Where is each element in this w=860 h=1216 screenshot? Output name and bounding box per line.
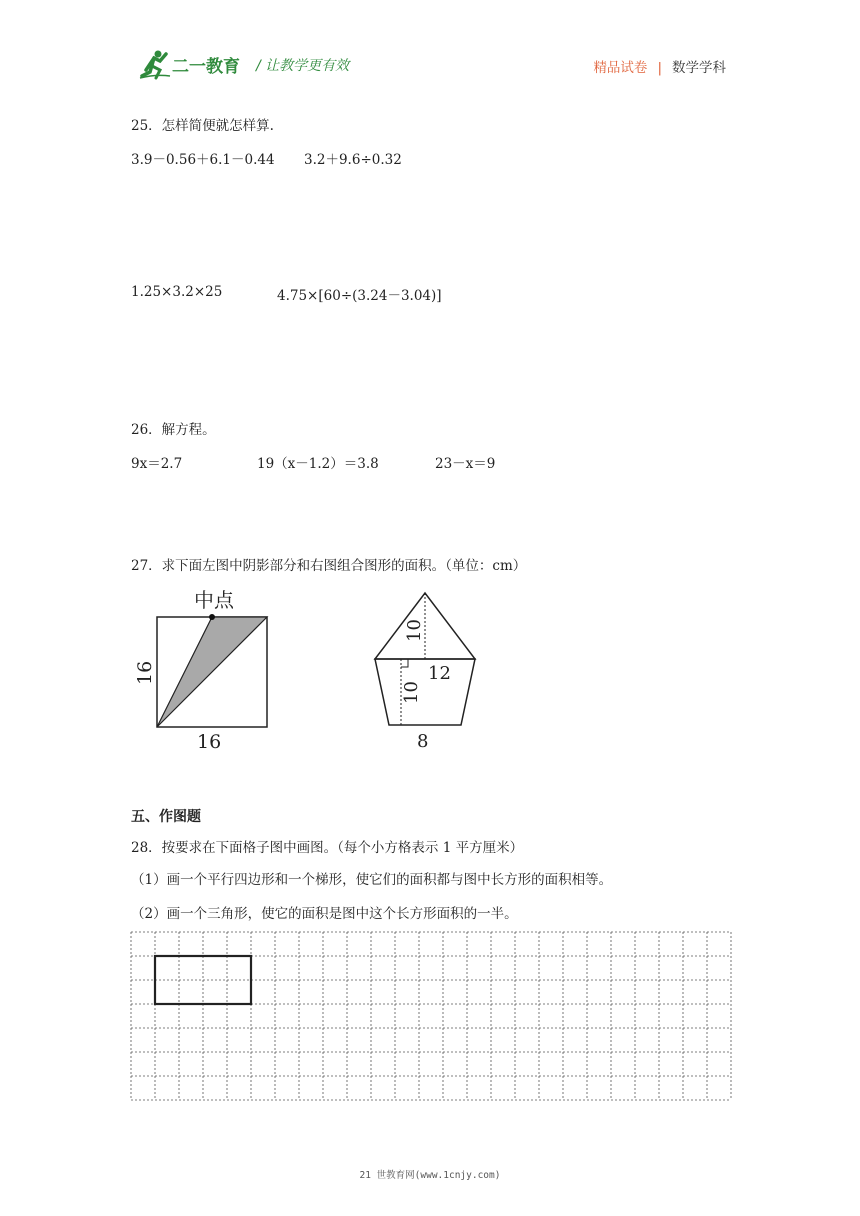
q25-expr-3: 1.25×3.2×25 [131,284,223,300]
logo-text: 二一教育 [172,57,240,77]
bottom-base-label: 8 [417,731,429,752]
header-right [593,56,726,76]
q25-title: 25．怎样简便就怎样算. [131,118,274,134]
q26-eq-3: 23－x＝9 [435,456,496,472]
triangle-height-label: 10 [404,619,425,642]
brand-logo [136,48,256,82]
q25-expr-4: 4.75×[60÷(3.24－3.04)] [277,288,442,304]
q28-title: 28．按要求在下面格子图中画图。（每个小方格表示 1 平方厘米） [131,840,524,856]
left-side-label: 16 [134,660,156,685]
q27-left-figure [130,585,280,755]
q25-expr-1: 3.9－0.56＋6.1－0.44 [131,152,275,168]
header-separator: | [657,60,662,76]
runner-logo-icon [136,48,256,82]
q27-title: 27．求下面左图中阴影部分和右图组合图形的面积。（单位：cm） [131,558,527,574]
left-bottom-label: 16 [197,731,222,753]
q28-sub-1: （1）画一个平行四边形和一个梯形，使它们的面积都与图中长方形的面积相等。 [131,872,613,888]
header-label-subject: 数学学科 [672,60,726,76]
slogan: / 让教学更有效 [256,58,350,74]
footer-text: 21 世教育网(www.1cnjy.com) [359,1170,501,1181]
trapezoid-height-label: 10 [401,681,422,704]
q26-eq-2: 19（x－1.2）＝3.8 [257,456,379,472]
half-base-label: 12 [428,663,451,684]
midpoint-label: 中点 [194,588,234,612]
q26-title: 26．解方程。 [131,422,216,438]
q28-sub-2: （2）画一个三角形，使它的面积是图中这个长方形面积的一半。 [131,906,518,922]
q25-expr-2: 3.2＋9.6÷0.32 [304,152,402,168]
drawing-grid[interactable] [130,931,732,1101]
header-label-exam: 精品试卷 [593,60,648,76]
q26-eq-1: 9x＝2.7 [131,456,183,472]
q27-right-figure [360,585,490,760]
section-5-title: 五、作图题 [131,809,201,825]
